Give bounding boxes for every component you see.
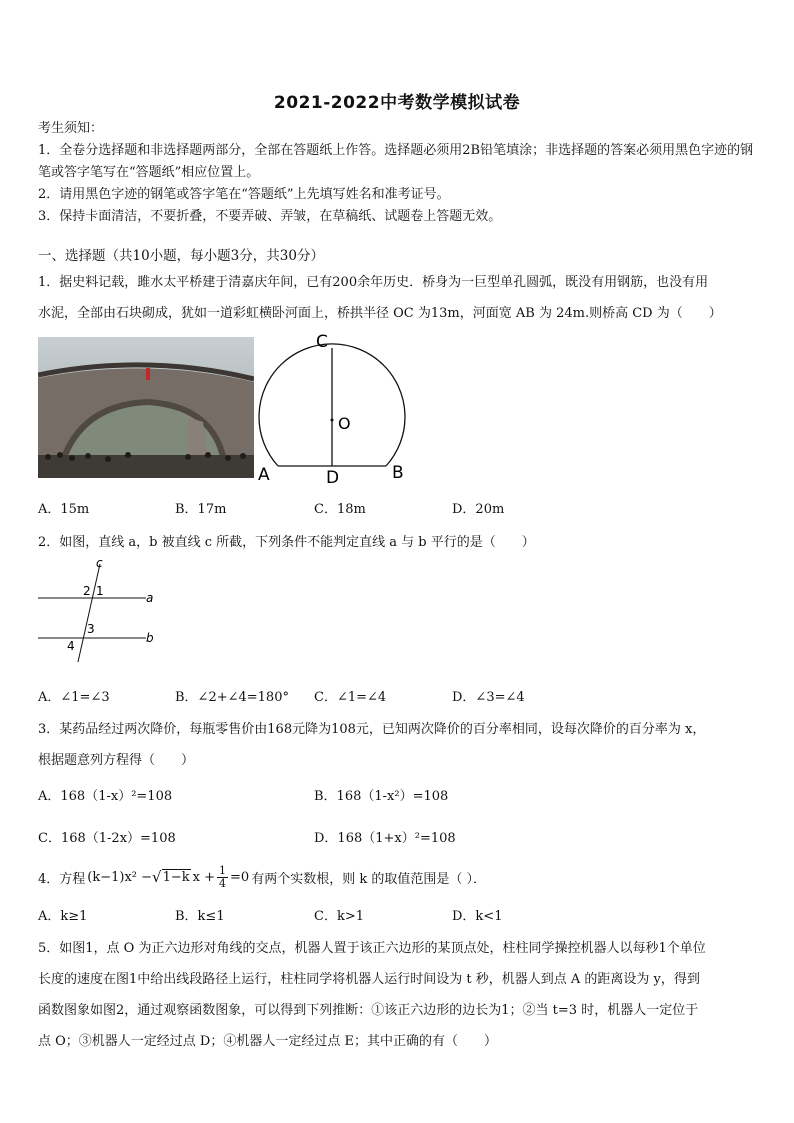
q4-option-c[interactable]: C．k>1 — [314, 909, 364, 924]
q4-eq-end: =0 — [230, 869, 250, 885]
q4-fraction — [217, 865, 228, 890]
q4-prefix: 4．方程 — [38, 871, 86, 887]
q4-frac-den: 4 — [219, 876, 227, 890]
q4-equation — [87, 865, 249, 890]
q2-lines-diagram — [38, 558, 158, 670]
q2-option-a[interactable]: A．∠1=∠3 — [38, 690, 110, 705]
angle-label-3: 3 — [87, 622, 95, 636]
notice-item-2: 2．请用黑色字迹的钢笔或答字笔在“答题纸”上先填写姓名和准考证号。 — [38, 187, 450, 202]
q4-option-b[interactable]: B．k≤1 — [175, 909, 225, 924]
q3-option-b[interactable]: B．168（1-x²）=108 — [314, 789, 449, 804]
angle-label-2: 2 — [83, 584, 91, 598]
q5-text-line4: 点 O；③机器人一定经过点 D；④机器人一定经过点 E；其中正确的有（ ） — [38, 1034, 497, 1049]
q2-option-b[interactable]: B．∠2+∠4=180° — [175, 690, 289, 705]
q4-eq-start: (k−1)x² − — [87, 869, 153, 885]
q1-text-line1: 1．据史料记载，雎水太平桥建于清嘉庆年间，已有200余年历史．桥身为一巨型单孔圆弧，既没有用钢筋，也没有用 — [38, 275, 709, 290]
notice-item-3: 3．保持卡面清洁，不要折叠，不要弄破、弄皱，在草稿纸、试题卷上答题无效。 — [38, 209, 502, 224]
label-O: O — [338, 414, 351, 433]
q5-text-line2: 长度的速度在图1中给出线段路径上运行，柱柱同学将机器人运行时间设为 t 秒，机器人到点 A 的距离设为 y，得到 — [38, 972, 700, 987]
q1-arch-diagram — [256, 330, 416, 485]
label-b: b — [146, 631, 154, 645]
label-A: A — [258, 465, 270, 485]
label-c: c — [96, 558, 103, 570]
q3-option-a[interactable]: A．168（1-x）²=108 — [38, 789, 173, 804]
label-a: a — [146, 591, 154, 605]
label-D: D — [326, 468, 340, 485]
q4-option-a[interactable]: A．k≥1 — [38, 909, 88, 924]
notice-heading: 考生须知： — [38, 121, 104, 136]
notice-block — [38, 118, 763, 228]
q1-option-d[interactable]: D．20m — [452, 502, 505, 517]
q2-option-d[interactable]: D．∠3=∠4 — [452, 690, 525, 705]
q4-option-d[interactable]: D．k<1 — [452, 909, 503, 924]
label-C: C — [316, 332, 328, 352]
notice-item-1: 1．全卷分选择题和非选择题两部分，全部在答题纸上作答。选择题必须用2B铅笔填涂；非选择题的答案必须用黑色字迹的钢笔或答字笔写在“答题纸”相应位置上。 — [38, 143, 754, 180]
q4-text — [38, 860, 486, 894]
q4-sqrt-body: 1−k — [162, 870, 190, 885]
label-B: B — [392, 463, 404, 483]
sqrt-sign: √ — [152, 868, 162, 886]
q3-option-c[interactable]: C．168（1-2x）=108 — [38, 831, 176, 846]
q2-option-c[interactable]: C．∠1=∠4 — [314, 690, 387, 705]
q4-eq-mid: x + — [192, 869, 216, 885]
q3-text-line1: 3．某药品经过两次降价，每瓶零售价由168元降为108元，已知两次降价的百分率相同，设每次降价的百分率为 x， — [38, 722, 706, 737]
q4-suffix: 有两个实数根，则 k 的取值范围是（ ）． — [251, 871, 486, 887]
page-title: 2021-2022中考数学模拟试卷 — [273, 93, 521, 113]
q1-option-b[interactable]: B．17m — [175, 502, 227, 517]
section-title: 一、选择题（共10小题，每小题3分，共30分） — [38, 248, 324, 264]
angle-label-4: 4 — [67, 639, 75, 653]
q5-text-line1: 5．如图1，点 O 为正六边形对角线的交点，机器人置于该正六边形的某顶点处，柱柱同学操控机器人以每秒1个单位 — [38, 941, 706, 956]
q3-text-line2: 根据题意列方程得（ ） — [38, 753, 195, 768]
angle-label-1: 1 — [96, 584, 104, 598]
q2-text: 2．如图，直线 a，b 被直线 c 所截，下列条件不能判定直线 a 与 b 平行的是（ ） — [38, 535, 535, 550]
q3-option-d[interactable]: D．168（1+x）²=108 — [314, 831, 456, 846]
q5-text-line3: 函数图象如图2，通过观察函数图象，可以得到下列推断：①该正六边形的边长为1；②当 t=3 时，机器人一定位于 — [38, 1003, 699, 1018]
q4-frac-num: 1 — [219, 863, 227, 877]
q1-option-c[interactable]: C．18m — [314, 502, 366, 517]
q1-option-a[interactable]: A．15m — [38, 502, 90, 517]
q1-text-line2: 水泥，全部由石块砌成，犹如一道彩虹横卧河面上，桥拱半径 OC 为13m，河面宽 AB 为 24m.则桥高 CD 为（ ） — [38, 306, 722, 321]
bridge-photo — [38, 337, 254, 478]
